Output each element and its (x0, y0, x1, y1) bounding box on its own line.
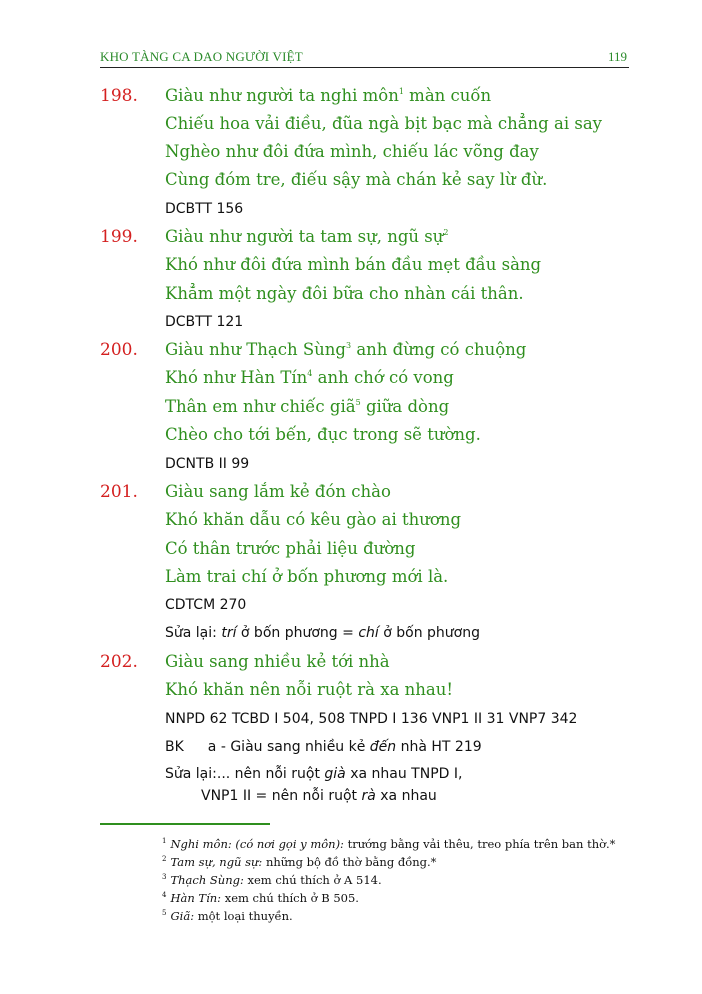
correction-note-continued: VNP1 II = nên nỗi ruột rà xa nhau (201, 788, 437, 804)
verse-line: Giàu sang lắm kẻ đón chào (165, 482, 391, 501)
verse-line: Có thân trước phải liệu đường (165, 539, 416, 558)
verse-line: Khó khăn nên nỗi ruột rà xa nhau! (165, 680, 454, 699)
footnote-separator (100, 823, 270, 825)
entry-number: 200. (100, 340, 138, 360)
verse-line: Cùng đóm tre, điếu sậy mà chán kẻ say lừ đừ. (165, 170, 548, 189)
variant-note: BK a - Giàu sang nhiều kẻ đến nhà HT 219 (165, 739, 482, 755)
footnote: $^1$ Nghi môn: (có nơi gọi y môn): trướng bằng vải thêu, treo phía trên ban thờ.* (162, 837, 616, 851)
verse-line: Giàu như người ta tam sự, ngũ sự$^2$ (165, 227, 449, 246)
verse-line: Chiếu hoa vải điều, đũa ngà bịt bạc mà chẳng ai say (165, 114, 602, 133)
correction-note: Sửa lại:... nên nỗi ruột già xa nhau TNPD I, (165, 766, 463, 782)
source-citation: DCNTB II 99 (165, 456, 250, 472)
verse-line: Nghèo như đôi đứa mình, chiếu lác võng đay (165, 142, 539, 161)
source-citation: NNPD 62 TCBD I 504, 508 TNPD I 136 VNP1 II 31 VNP7 342 (165, 711, 578, 727)
entry-number: 198. (100, 86, 138, 106)
entry-number: 201. (100, 482, 138, 502)
verse-line: Khó như đôi đứa mình bán đầu mẹt đầu sàng (165, 255, 542, 274)
entry-number: 199. (100, 227, 138, 247)
source-citation: CDTCM 270 (165, 597, 247, 613)
footnote-ref: 3 (346, 341, 352, 350)
book-title: KHO TÀNG CA DAO NGƯỜI VIỆT (100, 49, 303, 64)
footnote-ref: 2 (443, 228, 449, 237)
footnote: $^4$ Hàn Tín: xem chú thích ở B 505. (162, 891, 359, 905)
verse-line: Khẳm một ngày đôi bữa cho nhàn cái thân. (165, 284, 524, 303)
verse-line: Làm trai chí ở bốn phương mới là. (165, 567, 449, 586)
verse-line: Giàu sang nhiều kẻ tới nhà (165, 652, 390, 671)
correction-note: Sửa lại: trí ở bốn phương = chí ở bốn phương (165, 625, 480, 641)
footnote: $^2$ Tam sự, ngũ sự: những bộ đồ thờ bằng đồng.* (162, 855, 437, 869)
footnote-ref: 1 (398, 87, 404, 96)
footnote-ref: 5 (355, 398, 361, 407)
footnote: $^3$ Thạch Sùng: xem chú thích ở A 514. (162, 873, 382, 887)
verse-line: Giàu như người ta nghi môn$^1$ màn cuốn (165, 86, 492, 105)
verse-line: Khó như Hàn Tín$^4$ anh chớ có vong (165, 368, 454, 387)
footnote: $^5$ Giã: một loại thuyền. (162, 909, 293, 923)
source-citation: DCBTT 121 (165, 314, 244, 330)
running-header (100, 49, 629, 68)
footnote-ref: 4 (307, 369, 313, 378)
verse-line: Giàu như Thạch Sùng$^3$ anh đừng có chuộng (165, 340, 527, 359)
source-citation: DCBTT 156 (165, 201, 244, 217)
verse-line: Thân em như chiếc giã$^5$ giữa dòng (165, 397, 450, 416)
page-number: 119 (607, 49, 627, 64)
verse-line: Chèo cho tới bến, đục trong sẽ tường. (165, 425, 481, 444)
verse-line: Khó khăn dẫu có kêu gào ai thương (165, 510, 462, 529)
entry-number: 202. (100, 652, 138, 672)
